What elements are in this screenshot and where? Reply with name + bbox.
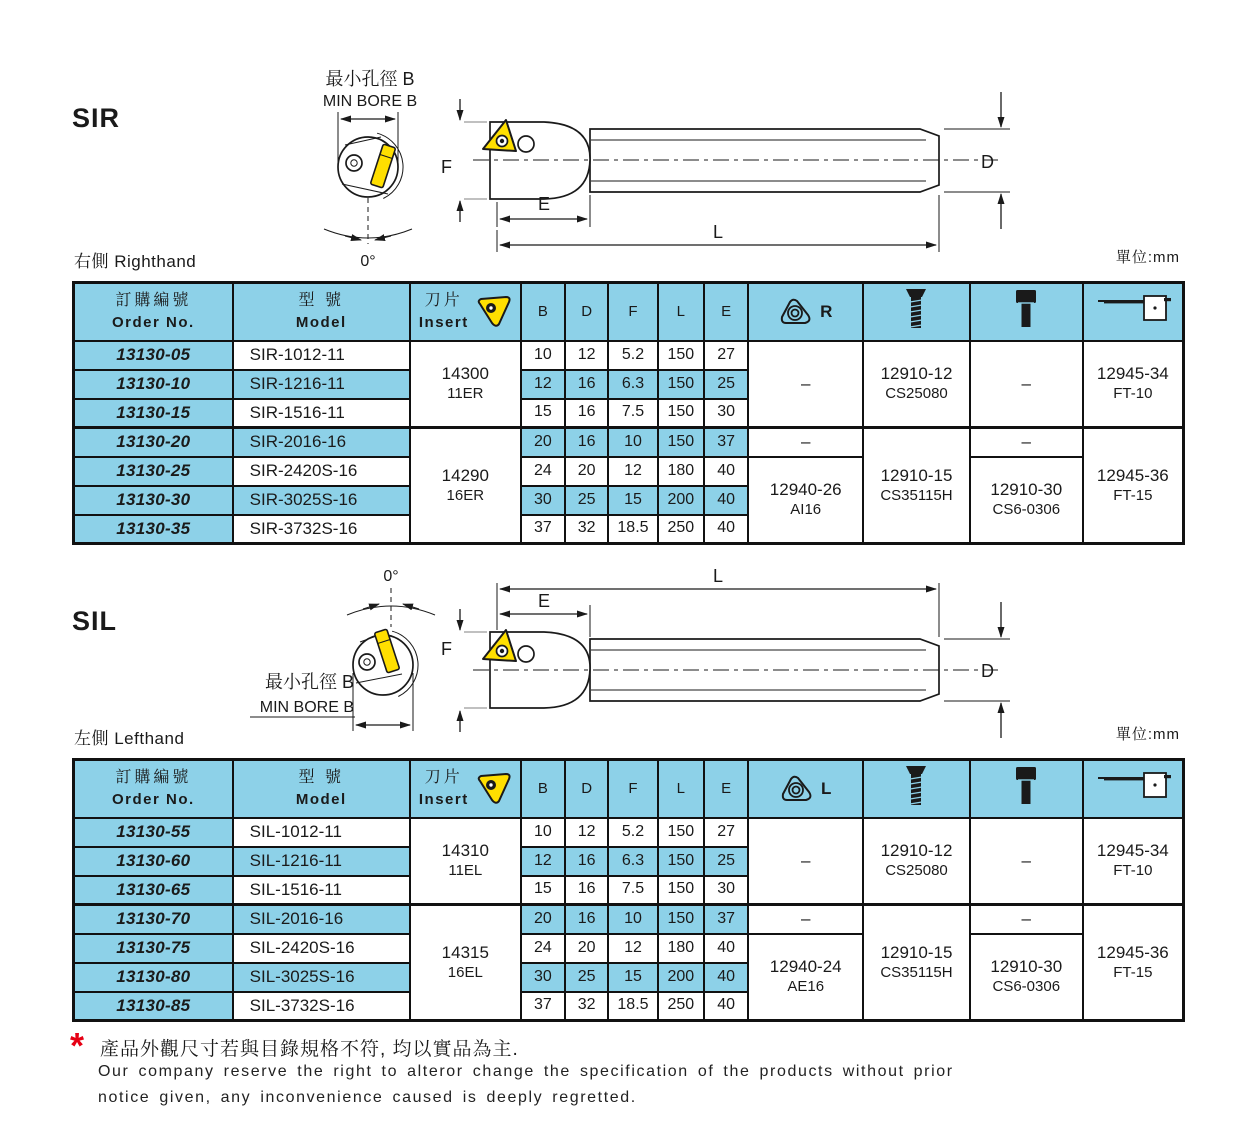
f-cell: 10 <box>608 428 657 457</box>
insert-group-cell: 14315 16EL <box>410 905 521 1021</box>
sir-section-label: SIR <box>72 103 121 133</box>
footnote-asterisk: * <box>70 1025 85 1066</box>
sil-dim-e-label: E <box>537 591 551 611</box>
table-row <box>74 905 1184 934</box>
model-cell: SIL-1012-11 <box>233 818 410 847</box>
shim-cell: – <box>748 905 863 934</box>
sil-hand-label: 左側 Lefthand <box>74 729 185 748</box>
sir-hand-label: 右側 Righthand <box>74 252 197 271</box>
screw-header <box>863 760 970 818</box>
sil-section-label: SIL <box>72 606 118 636</box>
flathead-screw-icon <box>905 764 927 808</box>
b-cell: 12 <box>521 847 565 876</box>
sil-diagram <box>60 555 1200 755</box>
table-row <box>74 428 1184 457</box>
b-cell: 24 <box>521 457 565 486</box>
table-row <box>74 818 1184 847</box>
l-cell: 150 <box>658 370 704 399</box>
sir-dim-d-label: D <box>981 152 994 172</box>
wrench-group-cell: 12945-36 FT-15 <box>1083 428 1184 544</box>
sil-angle-label: 0° <box>383 568 399 585</box>
d-cell: 16 <box>565 370 608 399</box>
b-cell: 24 <box>521 934 565 963</box>
model-cell: SIR-3025S-16 <box>233 486 410 515</box>
b-cell: 30 <box>521 486 565 515</box>
model-cell: SIR-1012-11 <box>233 341 410 370</box>
b-cell: 20 <box>521 905 565 934</box>
sir-min-bore-label-en: MIN BORE B <box>322 93 418 110</box>
shim-cell: – <box>748 428 863 457</box>
d-cell: 16 <box>565 905 608 934</box>
sil-dim-l-label: L <box>712 566 724 586</box>
order-no-cell: 13130-55 <box>74 818 233 847</box>
cap-screw-icon <box>1015 289 1037 329</box>
f-header: F <box>608 283 657 341</box>
d-cell: 12 <box>565 341 608 370</box>
order-no-cell: 13130-85 <box>74 992 233 1021</box>
e-cell: 37 <box>704 905 748 934</box>
insert-header: 刀片 Insert <box>410 760 521 818</box>
footnote-en-line1: Our company reserve the right to alteror change the specification of the products without prior <box>98 1063 954 1080</box>
sir-head-screw-icon <box>518 136 534 152</box>
shim-header <box>748 283 863 341</box>
sil-table-header-row <box>74 760 1184 818</box>
sil-clamp-screw-icon <box>359 654 375 670</box>
model-cell: SIL-2420S-16 <box>233 934 410 963</box>
wrench-group-cell: 12945-34 FT-10 <box>1083 341 1184 428</box>
shim-header <box>748 760 863 818</box>
l-cell: 200 <box>658 486 704 515</box>
b-header: B <box>521 760 565 818</box>
model-header: 型 號 Model <box>233 760 410 818</box>
f-cell: 12 <box>608 457 657 486</box>
plug-group-cell: – <box>970 341 1083 428</box>
shim-group-cell: 12940-24 AE16 <box>748 934 863 1021</box>
sil-min-bore-label-zh: 最小孔徑 B <box>264 672 354 692</box>
sir-dim-e-label: E <box>537 194 551 214</box>
b-cell: 37 <box>521 515 565 544</box>
order-no-cell: 13130-35 <box>74 515 233 544</box>
d-cell: 25 <box>565 963 608 992</box>
l-cell: 150 <box>658 847 704 876</box>
d-cell: 25 <box>565 486 608 515</box>
shim-group-cell: – <box>748 341 863 428</box>
order-no-cell: 13130-25 <box>74 457 233 486</box>
l-cell: 200 <box>658 963 704 992</box>
e-header: E <box>704 760 748 818</box>
f-cell: 5.2 <box>608 341 657 370</box>
b-cell: 15 <box>521 399 565 428</box>
model-cell: SIL-3732S-16 <box>233 992 410 1021</box>
e-cell: 40 <box>704 963 748 992</box>
e-cell: 40 <box>704 457 748 486</box>
torque-wrench-icon <box>1094 292 1172 326</box>
model-cell: SIR-1216-11 <box>233 370 410 399</box>
shim-group-cell: – <box>748 818 863 905</box>
sir-dim-l-label: L <box>712 222 724 242</box>
b-cell: 10 <box>521 818 565 847</box>
cap-screw-icon <box>1015 766 1037 806</box>
b-header: B <box>521 283 565 341</box>
shim-icon <box>780 774 814 804</box>
sil-min-bore-label-en: MIN BORE B <box>259 699 354 716</box>
shim-hand-letter: L <box>821 778 832 798</box>
e-cell: 37 <box>704 428 748 457</box>
b-cell: 15 <box>521 876 565 905</box>
order-no-cell: 13130-80 <box>74 963 233 992</box>
e-cell: 40 <box>704 992 748 1021</box>
d-cell: 16 <box>565 876 608 905</box>
order-no-cell: 13130-75 <box>74 934 233 963</box>
wrench-header <box>1083 760 1184 818</box>
l-header: L <box>658 760 704 818</box>
f-cell: 12 <box>608 934 657 963</box>
order-no-cell: 13130-15 <box>74 399 233 428</box>
b-cell: 20 <box>521 428 565 457</box>
plug-group-cell: 12910-30 CS6-0306 <box>970 457 1083 544</box>
order-no-cell: 13130-05 <box>74 341 233 370</box>
wrench-group-cell: 12945-36 FT-15 <box>1083 905 1184 1021</box>
f-header: F <box>608 760 657 818</box>
sil-dim-f-label: F <box>441 639 452 659</box>
shim-group-cell: 12940-26 AI16 <box>748 457 863 544</box>
screw-group-cell: 12910-15 CS35115H <box>863 905 970 1021</box>
d-cell: 12 <box>565 818 608 847</box>
e-cell: 27 <box>704 818 748 847</box>
screw-header <box>863 283 970 341</box>
footnote-en-line2: notice given, any inconvenience caused is deeply regretted. <box>98 1089 637 1106</box>
screw-group-cell: 12910-15 CS35115H <box>863 428 970 544</box>
sir-angle-label: 0° <box>360 253 376 270</box>
d-header: D <box>565 283 608 341</box>
f-cell: 18.5 <box>608 992 657 1021</box>
insert-group-cell: 14310 11EL <box>410 818 521 905</box>
plug-screw-header <box>970 760 1083 818</box>
plug-group-cell: 12910-30 CS6-0306 <box>970 934 1083 1021</box>
insert-icon <box>476 295 512 329</box>
insert-header: 刀片 Insert <box>410 283 521 341</box>
d-cell: 32 <box>565 992 608 1021</box>
l-cell: 150 <box>658 876 704 905</box>
plug-group-cell: – <box>970 818 1083 905</box>
model-cell: SIL-3025S-16 <box>233 963 410 992</box>
b-cell: 30 <box>521 963 565 992</box>
shim-hand-letter: R <box>820 301 833 321</box>
sil-table <box>72 758 1185 1022</box>
e-cell: 40 <box>704 515 748 544</box>
l-cell: 150 <box>658 428 704 457</box>
f-cell: 7.5 <box>608 876 657 905</box>
d-header: D <box>565 760 608 818</box>
shim-icon <box>779 297 813 327</box>
f-cell: 15 <box>608 963 657 992</box>
e-cell: 27 <box>704 341 748 370</box>
screw-group-cell: 12910-12 CS25080 <box>863 341 970 428</box>
footnote-zh: 產品外觀尺寸若與目錄規格不符, 均以實品為主. <box>100 1039 519 1060</box>
insert-group-cell: 14300 11ER <box>410 341 521 428</box>
model-cell: SIL-2016-16 <box>233 905 410 934</box>
d-cell: 32 <box>565 515 608 544</box>
sir-clamp-screw-icon <box>346 155 362 171</box>
f-cell: 5.2 <box>608 818 657 847</box>
model-cell: SIR-2420S-16 <box>233 457 410 486</box>
l-cell: 180 <box>658 934 704 963</box>
e-cell: 25 <box>704 370 748 399</box>
order-no-cell: 13130-65 <box>74 876 233 905</box>
wrench-group-cell: 12945-34 FT-10 <box>1083 818 1184 905</box>
order-no-cell: 13130-20 <box>74 428 233 457</box>
sir-insert-screw-center <box>500 139 504 143</box>
l-cell: 150 <box>658 905 704 934</box>
sir-table-header-row <box>74 283 1184 341</box>
model-cell: SIL-1516-11 <box>233 876 410 905</box>
order-no-header: 訂購編號 Order No. <box>74 283 233 341</box>
plug-cell: – <box>970 428 1083 457</box>
l-header: L <box>658 283 704 341</box>
f-cell: 6.3 <box>608 847 657 876</box>
order-no-header: 訂購編號 Order No. <box>74 760 233 818</box>
order-no-cell: 13130-60 <box>74 847 233 876</box>
l-cell: 150 <box>658 818 704 847</box>
plug-cell: – <box>970 905 1083 934</box>
table-row <box>74 341 1184 370</box>
sil-insert-screw-center <box>500 649 504 653</box>
screw-group-cell: 12910-12 CS25080 <box>863 818 970 905</box>
torque-wrench-icon <box>1094 769 1172 803</box>
sil-dim-d-label: D <box>981 661 994 681</box>
l-cell: 150 <box>658 399 704 428</box>
sir-min-bore-label-zh: 最小孔徑 B <box>325 69 415 89</box>
f-cell: 7.5 <box>608 399 657 428</box>
model-cell: SIL-1216-11 <box>233 847 410 876</box>
e-cell: 40 <box>704 934 748 963</box>
d-cell: 20 <box>565 934 608 963</box>
e-cell: 30 <box>704 876 748 905</box>
d-cell: 16 <box>565 428 608 457</box>
sir-dim-f-label: F <box>441 157 452 177</box>
e-header: E <box>704 283 748 341</box>
flathead-screw-icon <box>905 287 927 331</box>
sir-unit-label: 單位:mm <box>1115 249 1180 266</box>
sil-l-extension <box>497 583 939 637</box>
table-row <box>74 457 1184 486</box>
order-no-cell: 13130-30 <box>74 486 233 515</box>
wrench-header <box>1083 283 1184 341</box>
f-cell: 18.5 <box>608 515 657 544</box>
sir-table <box>72 281 1185 545</box>
f-cell: 6.3 <box>608 370 657 399</box>
b-cell: 37 <box>521 992 565 1021</box>
b-cell: 12 <box>521 370 565 399</box>
e-cell: 30 <box>704 399 748 428</box>
l-cell: 180 <box>658 457 704 486</box>
l-cell: 150 <box>658 341 704 370</box>
d-cell: 16 <box>565 399 608 428</box>
b-cell: 10 <box>521 341 565 370</box>
model-cell: SIR-2016-16 <box>233 428 410 457</box>
order-no-cell: 13130-10 <box>74 370 233 399</box>
table-row <box>74 934 1184 963</box>
d-cell: 16 <box>565 847 608 876</box>
l-cell: 250 <box>658 992 704 1021</box>
order-no-cell: 13130-70 <box>74 905 233 934</box>
model-cell: SIR-1516-11 <box>233 399 410 428</box>
insert-icon <box>476 772 512 806</box>
model-header: 型 號 Model <box>233 283 410 341</box>
insert-group-cell: 14290 16ER <box>410 428 521 544</box>
d-cell: 20 <box>565 457 608 486</box>
e-cell: 25 <box>704 847 748 876</box>
l-cell: 250 <box>658 515 704 544</box>
f-cell: 10 <box>608 905 657 934</box>
sil-unit-label: 單位:mm <box>1115 726 1180 743</box>
plug-screw-header <box>970 283 1083 341</box>
sir-diagram <box>60 52 1200 278</box>
sil-head-screw-icon <box>518 646 534 662</box>
f-cell: 15 <box>608 486 657 515</box>
model-cell: SIR-3732S-16 <box>233 515 410 544</box>
e-cell: 40 <box>704 486 748 515</box>
